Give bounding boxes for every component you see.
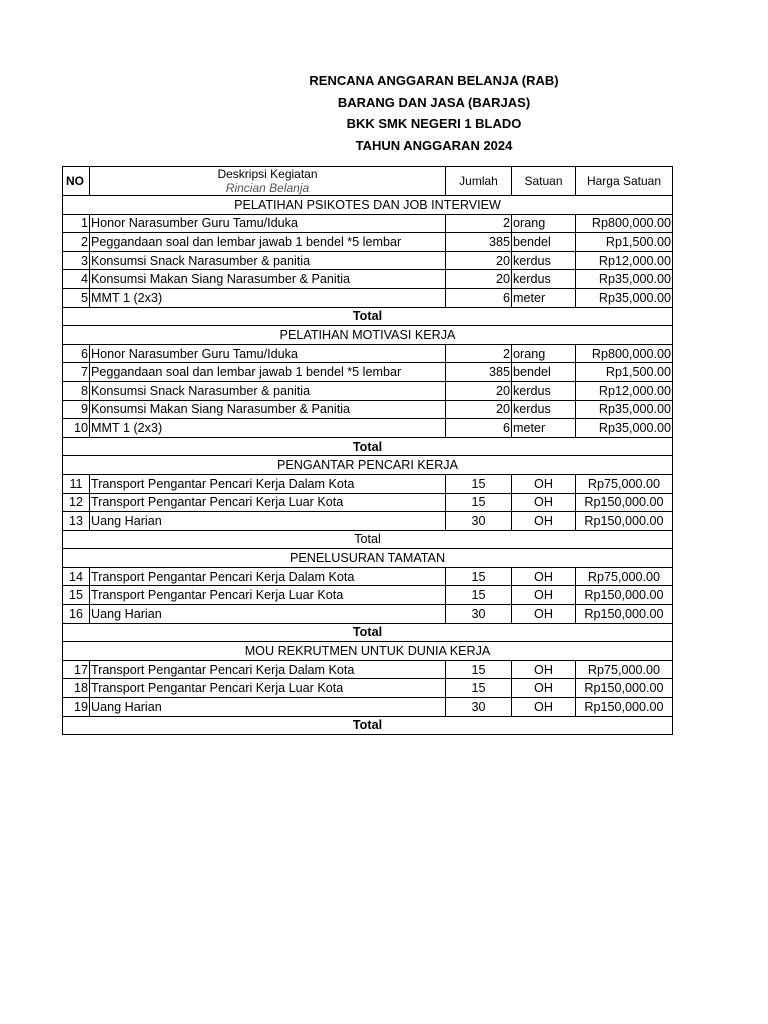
row-description: Honor Narasumber Guru Tamu/Iduka (90, 214, 446, 233)
table-row (63, 512, 673, 531)
row-price: Rp800,000.00 (576, 344, 673, 363)
row-quantity: 15 (446, 660, 512, 679)
row-unit: kerdus (512, 251, 576, 270)
table-row (63, 660, 673, 679)
row-price: Rp150,000.00 (576, 493, 673, 512)
row-description: Peggandaan soal dan lembar jawab 1 bendel *5 lembar (90, 363, 446, 382)
row-unit: OH (512, 605, 576, 624)
row-description: Transport Pengantar Pencari Kerja Dalam Kota (90, 660, 446, 679)
row-quantity: 20 (446, 381, 512, 400)
row-unit: meter (512, 288, 576, 307)
total-label: Total (63, 623, 673, 642)
row-number: 15 (63, 586, 90, 605)
header-no: NO (63, 167, 90, 196)
row-description: Konsumsi Makan Siang Narasumber & Panitia (90, 270, 446, 289)
table-row (63, 270, 673, 289)
header-unit: Satuan (512, 167, 576, 196)
row-unit: orang (512, 344, 576, 363)
header-description-label: Deskripsi Kegiatan (217, 167, 318, 181)
row-unit: OH (512, 660, 576, 679)
section-total-row (63, 530, 673, 549)
row-unit: OH (512, 698, 576, 717)
row-description: Transport Pengantar Pencari Kerja Dalam Kota (90, 474, 446, 493)
row-description: Transport Pengantar Pencari Kerja Dalam Kota (90, 567, 446, 586)
table-row (63, 493, 673, 512)
row-number: 10 (63, 419, 90, 438)
row-quantity: 15 (446, 679, 512, 698)
row-price: Rp1,500.00 (576, 363, 673, 382)
row-quantity: 15 (446, 586, 512, 605)
document-title-block (0, 70, 768, 156)
row-unit: kerdus (512, 400, 576, 419)
section-total-row (63, 623, 673, 642)
row-description: Transport Pengantar Pencari Kerja Luar Kota (90, 679, 446, 698)
row-price: Rp35,000.00 (576, 400, 673, 419)
row-quantity: 20 (446, 251, 512, 270)
title-line: TAHUN ANGGARAN 2024 (355, 137, 513, 153)
title-line: BARANG DAN JASA (BARJAS) (337, 94, 531, 110)
table-row (63, 474, 673, 493)
row-price: Rp12,000.00 (576, 251, 673, 270)
row-number: 12 (63, 493, 90, 512)
table-row (63, 363, 673, 382)
row-quantity: 6 (446, 419, 512, 438)
row-quantity: 6 (446, 288, 512, 307)
table-header-row (63, 167, 673, 196)
section-title: PENELUSURAN TAMATAN (63, 549, 673, 568)
row-price: Rp150,000.00 (576, 605, 673, 624)
table-row (63, 381, 673, 400)
row-quantity: 30 (446, 512, 512, 531)
row-number: 11 (63, 474, 90, 493)
row-number: 17 (63, 660, 90, 679)
table-row (63, 567, 673, 586)
header-description (90, 167, 446, 196)
row-quantity: 385 (446, 233, 512, 252)
total-label: Total (63, 307, 673, 326)
title-line: RENCANA ANGGARAN BELANJA (RAB) (309, 73, 559, 88)
row-quantity: 20 (446, 400, 512, 419)
row-unit: kerdus (512, 270, 576, 289)
row-price: Rp150,000.00 (576, 512, 673, 531)
row-unit: bendel (512, 233, 576, 252)
section-header-row (63, 326, 673, 345)
budget-table (62, 166, 673, 735)
row-quantity: 2 (446, 344, 512, 363)
section-header-row (63, 549, 673, 568)
header-qty: Jumlah (446, 167, 512, 196)
row-number: 3 (63, 251, 90, 270)
row-unit: OH (512, 679, 576, 698)
row-description: Transport Pengantar Pencari Kerja Luar Kota (90, 586, 446, 605)
section-total-row (63, 437, 673, 456)
row-price: Rp35,000.00 (576, 270, 673, 289)
table-row (63, 344, 673, 363)
row-number: 18 (63, 679, 90, 698)
table-row (63, 605, 673, 624)
table-row (63, 679, 673, 698)
row-price: Rp35,000.00 (576, 419, 673, 438)
row-unit: bendel (512, 363, 576, 382)
section-title: PELATIHAN MOTIVASI KERJA (63, 326, 673, 345)
row-quantity: 2 (446, 214, 512, 233)
header-description-sub: Rincian Belanja (225, 181, 310, 195)
row-description: Uang Harian (90, 512, 446, 531)
row-number: 6 (63, 344, 90, 363)
section-title: MOU REKRUTMEN UNTUK DUNIA KERJA (63, 642, 673, 661)
row-quantity: 15 (446, 493, 512, 512)
table-row (63, 251, 673, 270)
table-row (63, 698, 673, 717)
row-number: 7 (63, 363, 90, 382)
table-row (63, 586, 673, 605)
section-title: PENGANTAR PENCARI KERJA (63, 456, 673, 475)
row-number: 19 (63, 698, 90, 717)
row-unit: meter (512, 419, 576, 438)
row-description: Uang Harian (90, 698, 446, 717)
header-price: Harga Satuan (576, 167, 673, 196)
row-quantity: 15 (446, 474, 512, 493)
row-price: Rp75,000.00 (576, 474, 673, 493)
row-price: Rp800,000.00 (576, 214, 673, 233)
row-unit: OH (512, 493, 576, 512)
row-unit: OH (512, 512, 576, 531)
table-row (63, 419, 673, 438)
row-number: 16 (63, 605, 90, 624)
row-unit: OH (512, 586, 576, 605)
section-total-row (63, 307, 673, 326)
row-price: Rp75,000.00 (576, 567, 673, 586)
total-label: Total (63, 716, 673, 735)
row-price: Rp12,000.00 (576, 381, 673, 400)
table-row (63, 288, 673, 307)
table-body (63, 196, 673, 735)
row-unit: OH (512, 567, 576, 586)
row-description: Konsumsi Snack Narasumber & panitia (90, 381, 446, 400)
row-quantity: 20 (446, 270, 512, 289)
row-description: Transport Pengantar Pencari Kerja Luar Kota (90, 493, 446, 512)
section-header-row (63, 196, 673, 215)
row-description: Konsumsi Snack Narasumber & panitia (90, 251, 446, 270)
row-number: 1 (63, 214, 90, 233)
row-number: 8 (63, 381, 90, 400)
table-row (63, 233, 673, 252)
row-description: MMT 1 (2x3) (90, 288, 446, 307)
row-quantity: 30 (446, 698, 512, 717)
total-label: Total (63, 530, 673, 549)
title-line: BKK SMK NEGERI 1 BLADO (346, 116, 522, 131)
row-price: Rp1,500.00 (576, 233, 673, 252)
row-unit: orang (512, 214, 576, 233)
total-label: Total (63, 437, 673, 456)
row-description: Uang Harian (90, 605, 446, 624)
row-number: 13 (63, 512, 90, 531)
row-description: MMT 1 (2x3) (90, 419, 446, 438)
row-description: Honor Narasumber Guru Tamu/Iduka (90, 344, 446, 363)
section-header-row (63, 642, 673, 661)
row-price: Rp35,000.00 (576, 288, 673, 307)
row-number: 5 (63, 288, 90, 307)
row-unit: kerdus (512, 381, 576, 400)
section-total-row (63, 716, 673, 735)
section-header-row (63, 456, 673, 475)
row-number: 4 (63, 270, 90, 289)
row-price: Rp75,000.00 (576, 660, 673, 679)
row-number: 2 (63, 233, 90, 252)
row-unit: OH (512, 474, 576, 493)
row-number: 9 (63, 400, 90, 419)
row-quantity: 30 (446, 605, 512, 624)
row-price: Rp150,000.00 (576, 586, 673, 605)
table-row (63, 214, 673, 233)
row-quantity: 15 (446, 567, 512, 586)
table-row (63, 400, 673, 419)
row-description: Konsumsi Makan Siang Narasumber & Panitia (90, 400, 446, 419)
section-title: PELATIHAN PSIKOTES DAN JOB INTERVIEW (63, 196, 673, 215)
row-description: Peggandaan soal dan lembar jawab 1 bendel *5 lembar (90, 233, 446, 252)
row-price: Rp150,000.00 (576, 679, 673, 698)
row-quantity: 385 (446, 363, 512, 382)
row-number: 14 (63, 567, 90, 586)
row-price: Rp150,000.00 (576, 698, 673, 717)
